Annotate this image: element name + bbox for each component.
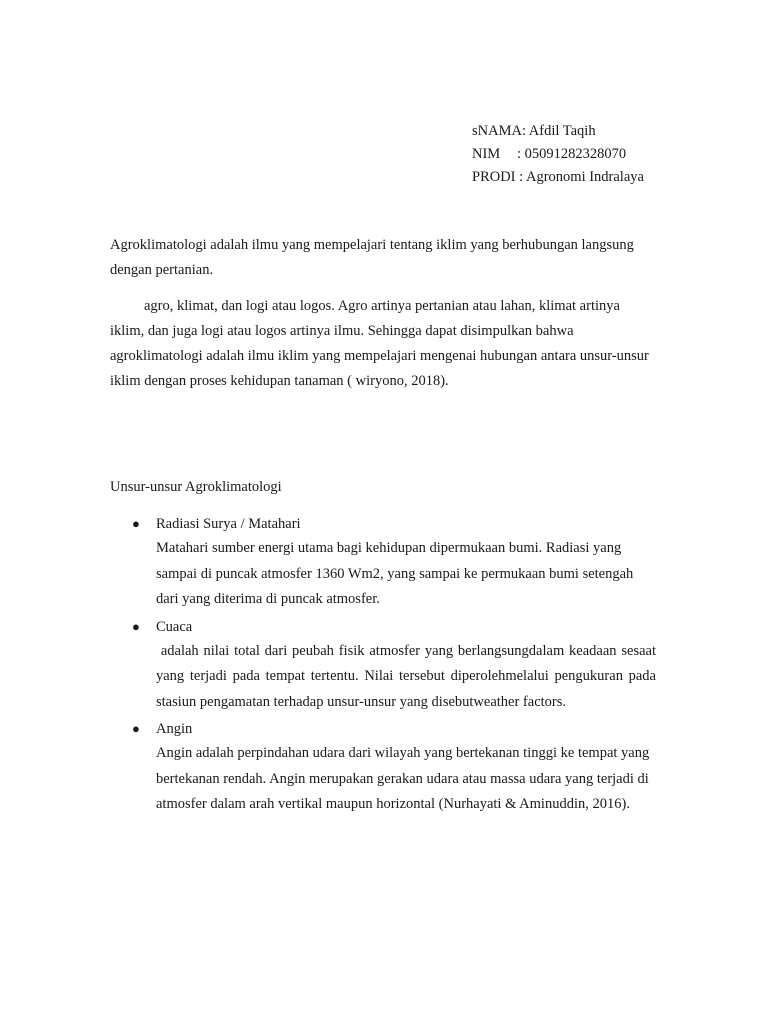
section-title: Unsur-unsur Agroklimatologi — [110, 479, 282, 495]
item-title-radiasi: Radiasi Surya / Matahari — [156, 516, 301, 532]
intro-paragraph: Agroklimatologi adalah ilmu yang mempelajari tentang iklim yang berhubungan langsung dengan pertanian. — [110, 237, 634, 278]
item-body-angin: Angin adalah perpindahan udara dari wilayah yang bertekanan tinggi ke tempat yang bertekanan rendah. Angin merupakan gerakan udara atau massa udara yang terjadi di atmosfer dalam arah vertikal maupun horizontal (Nurhayati & Aminuddin, 2016). — [156, 745, 650, 812]
name-line: sNAMA: Afdil Taqih — [472, 123, 596, 139]
prodi-line: PRODI : Agronomi Indralaya — [472, 169, 644, 185]
bullet-icon: ● — [132, 516, 140, 531]
item-body-radiasi: Matahari sumber energi utama bagi kehidupan dipermukaan bumi. Radiasi yang sampai di puncak atmosfer 1360 Wm2, yang sampai ke permukaan bumi setengah dari yang diterima di puncak atmosfer. — [156, 540, 634, 607]
item-title-cuaca: Cuaca — [156, 618, 193, 635]
bullet-icon: ● — [132, 721, 140, 736]
etymology-paragraph: agro, klimat, dan logi atau logos. Agro artinya pertanian atau lahan, klimat artinya iklim, dan juga logi atau logos artinya ilmu. Sehingga dapat disimpulkan bahwa agroklimatologi adalah ilmu iklim yang mempelajari mengenai hubungan antara unsur-unsur iklim dengan proses kehidupan tanaman ( wiryono, 2018). — [110, 298, 649, 389]
nim-value: : 05091282328070 — [517, 146, 627, 162]
item-body-cuaca: adalah nilai total dari peubah fisik atmosfer yang berlangsungdalam keadaan sesaat yang terjadi pada tempat tertentu. Nilai tersebut diperolehmelalui pengukuran pada stasiun pengamatan terhadap unsur-unsur yang disebutweather factors. — [156, 642, 660, 710]
list-item — [110, 717, 670, 818]
list-item — [110, 615, 670, 716]
list-item — [110, 512, 670, 613]
elements-list — [110, 512, 670, 818]
item-title-angin: Angin — [156, 721, 193, 737]
nim-label: NIM — [472, 146, 501, 162]
bullet-icon: ● — [132, 618, 140, 634]
nim-line — [472, 143, 644, 166]
student-info — [472, 120, 644, 189]
